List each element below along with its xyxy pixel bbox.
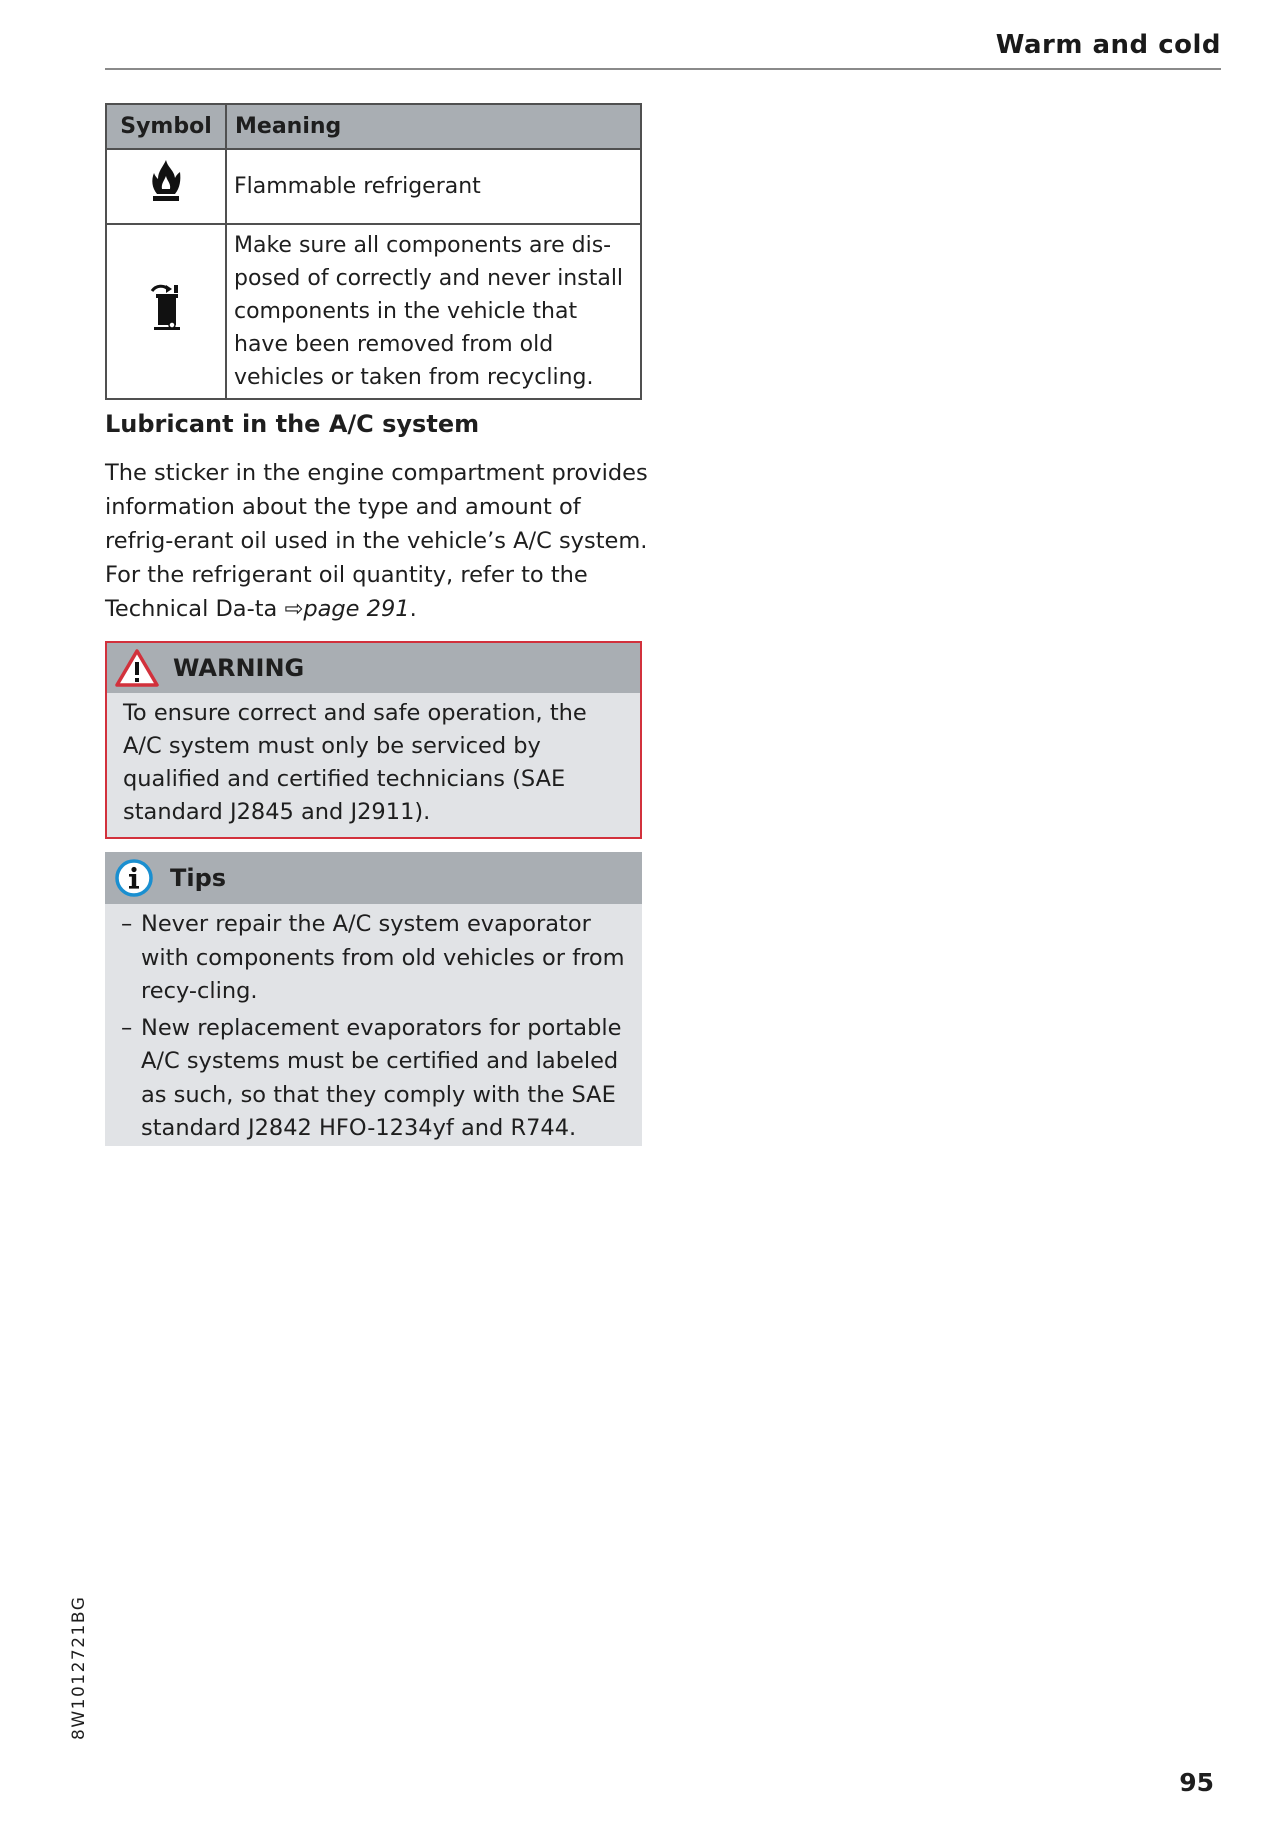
column-header-meaning: Meaning bbox=[226, 104, 641, 149]
flammable-icon bbox=[148, 158, 184, 206]
tips-list bbox=[105, 904, 642, 1146]
page-reference-link[interactable]: page 291 bbox=[303, 596, 410, 622]
lubricant-paragraph bbox=[105, 456, 655, 626]
warning-triangle-icon bbox=[115, 649, 159, 687]
lubricant-text: The sticker in the engine compartment provides information about the type and amount of refrig-erant oil used in the vehicle’s A/C system. For the refrigerant oil quantity, refer to the Technical Da-ta bbox=[105, 460, 648, 622]
tips-header bbox=[105, 852, 642, 904]
list-dash: – bbox=[121, 911, 133, 937]
table-row bbox=[106, 149, 641, 224]
recycling-disposal-icon bbox=[148, 281, 184, 333]
section-heading-lubricant: Lubricant in the A/C system bbox=[105, 410, 480, 438]
running-header-title: Warm and cold bbox=[995, 30, 1221, 60]
symbol-cell bbox=[106, 224, 226, 399]
tips-box bbox=[105, 852, 642, 1146]
column-header-symbol: Symbol bbox=[106, 104, 226, 149]
warning-text: To ensure correct and safe operation, the A/C system must only be serviced by qualified and certified technicians (SAE standard J2845 and J2911). bbox=[123, 700, 587, 825]
table-header-row bbox=[106, 104, 641, 149]
symbol-cell bbox=[106, 149, 226, 224]
warning-header bbox=[107, 643, 640, 693]
ref-period: . bbox=[409, 596, 417, 622]
warning-title: WARNING bbox=[173, 654, 305, 682]
list-item bbox=[121, 908, 626, 1009]
meaning-cell: Flammable refrigerant bbox=[226, 149, 641, 224]
tips-title: Tips bbox=[170, 864, 227, 892]
document-code: 8W1012721BG bbox=[69, 1595, 89, 1740]
list-item bbox=[121, 1012, 626, 1146]
symbol-table bbox=[105, 103, 642, 400]
list-dash: – bbox=[121, 1014, 133, 1041]
header-divider bbox=[105, 68, 1221, 70]
table-row bbox=[106, 224, 641, 399]
warning-box bbox=[105, 641, 642, 839]
tip-text: Never repair the A/C system evaporator with components from old vehicles or from recy-cling. bbox=[141, 911, 625, 1004]
tip-text: New replacement evaporators for portable A/C systems must be certified and labeled as such, so that they comply with the SAE standard J2842 HFO-1234yf and R744. bbox=[141, 1014, 622, 1141]
page-number: 95 bbox=[1179, 1768, 1214, 1797]
meaning-cell: Make sure all components are dis-posed of correctly and never install components in the vehicle that have been removed from old vehicles or taken from recycling. bbox=[226, 224, 641, 399]
info-icon bbox=[114, 858, 154, 898]
page-ref-arrow-icon: ⇨ bbox=[284, 596, 304, 622]
